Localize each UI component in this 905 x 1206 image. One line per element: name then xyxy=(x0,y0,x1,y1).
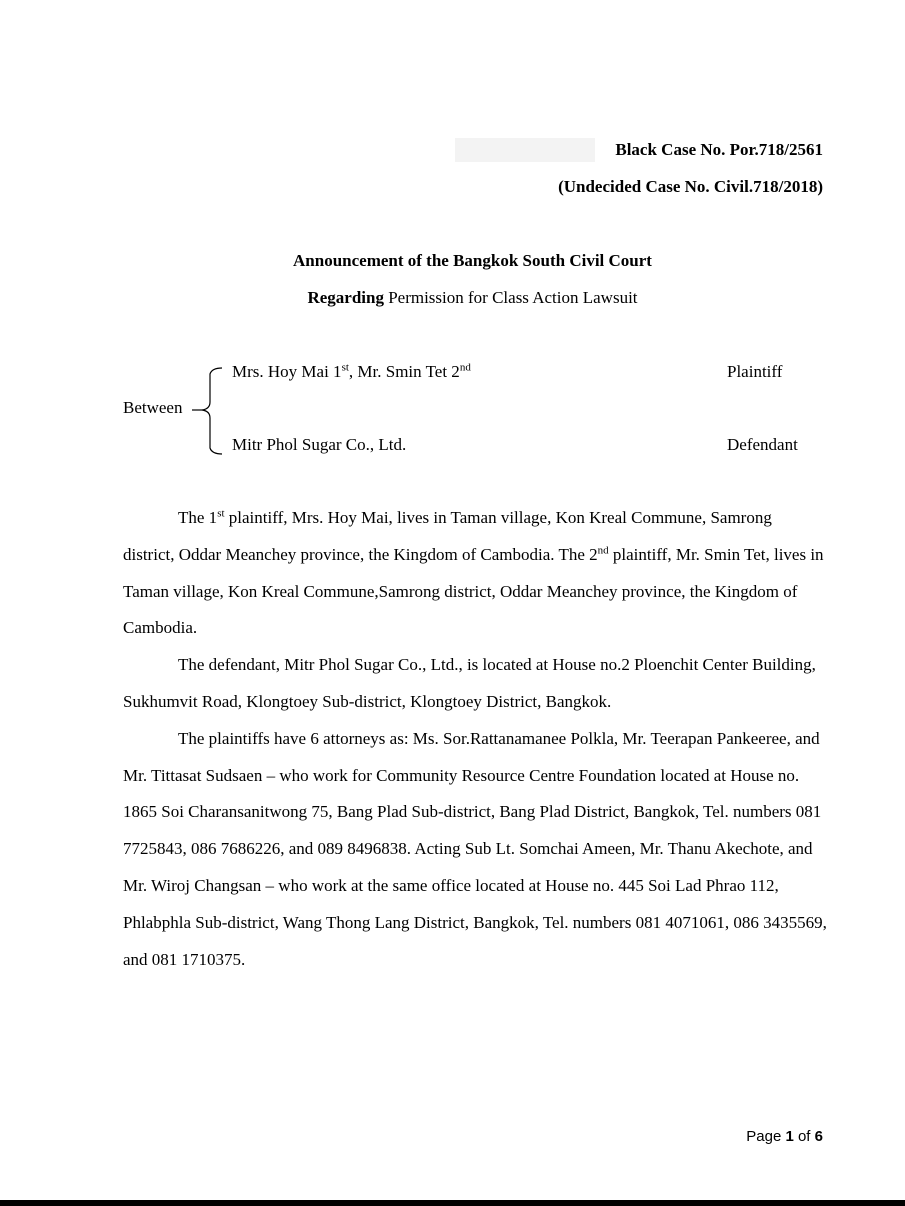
page-number: Page 1 of 6 xyxy=(746,1128,823,1145)
paragraph-plaintiffs: The 1st plaintiff, Mrs. Hoy Mai, lives in Taman village, Kon Kreal Commune, Samrong district, Oddar Meanchey province, the Kingdom of Cambodia. The 2nd plaintiff, Mr. Smin Tet, lives in Taman village, Kon Kreal Commune,Samrong district, Oddar Meanchey province, the Kingdom of Cambodia. xyxy=(123,507,824,638)
regarding-text: Permission for Class Action Lawsuit xyxy=(383,288,638,307)
paragraph-defendant: The defendant, Mitr Phol Sugar Co., Ltd., is located at House no.2 Ploenchit Center Building, Sukhumvit Road, Klongtoey Sub-district, Klongtoey District, Bangkok. xyxy=(123,655,816,711)
plaintiff-role: Plaintiff xyxy=(727,362,783,381)
defendant-role: Defendant xyxy=(727,435,798,454)
defendant-name: Mitr Phol Sugar Co., Ltd. xyxy=(232,435,407,454)
paragraph-attorneys: The plaintiffs have 6 attorneys as: Ms. Sor.Rattanamanee Polkla, Mr. Teerapan Pankeeree, and Mr. Tittasat Sudsaen – who work for Community Resource Centre Foundation located at House no. 1865 Soi Charansanitwong 75, Bang Plad Sub-district, Bang Plad District, Bangkok, Tel. numbers 081 7725843, 086 7686226, and 089 8496838. Acting Sub Lt. Somchai Ameen, Mr. Thanu Akechote, and Mr. Wiroj Changsan – who work at the same office located at House no. 445 Soi Lad Phrao 112, Phlabphla Sub-district, Wang Thong Lang District, Bangkok, Tel. numbers 081 4071061, 086 3435569, and 081 1710375. xyxy=(123,728,827,969)
between-label: Between xyxy=(123,398,183,417)
page-bottom-edge xyxy=(0,1200,905,1206)
undecided-case-number: (Undecided Case No. Civil.718/2018) xyxy=(558,177,823,196)
curly-brace-icon xyxy=(188,366,228,456)
regarding-label: Regarding xyxy=(307,288,384,307)
announcement-title: Announcement of the Bangkok South Civil Court xyxy=(293,251,652,270)
black-case-number: Black Case No. Por.718/2561 xyxy=(615,140,823,159)
highlight-shade xyxy=(455,138,595,162)
announcement-subtitle xyxy=(0,288,905,308)
plaintiff-names: Mrs. Hoy Mai 1st, Mr. Smin Tet 2nd xyxy=(232,361,471,381)
body-paragraphs xyxy=(123,500,827,978)
